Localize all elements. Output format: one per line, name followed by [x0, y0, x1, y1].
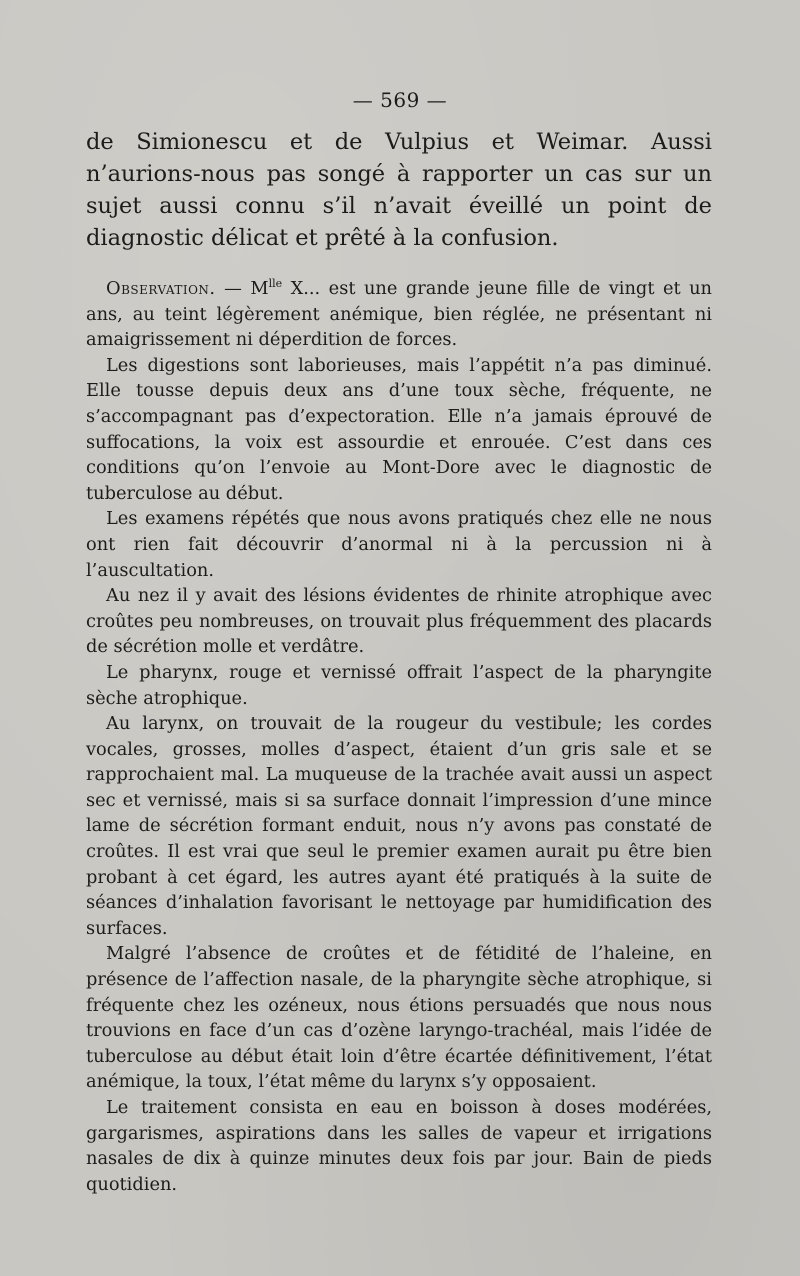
paragraph-nez: Au nez il y avait des lésions évidentes de rhinite atrophique avec croûtes peu nombreuses, on trouvait plus fréquemment des placards de sécrétion molle et verdâtre. [86, 585, 712, 658]
paragraph-pharynx: Le pharynx, rouge et vernissé offrait l’aspect de la pharyngite sèche atrophique. [86, 661, 712, 709]
observation-dash: — [215, 278, 251, 299]
intro-paragraph: de Simionescu et de Vulpius et Weimar. Aussi n’aurions-nous pas songé à rapporter un cas sur un sujet aussi connu s’il n’avait éveillé un point de diagnostic délicat et prêté à la confusion. [86, 129, 712, 251]
paragraph-malgre: Malgré l’absence de croûtes et de fétidité de l’haleine, en présence de l’affection nasale, de la pharyngite sèche atrophique, si fréquente chez les ozéneux, nous étions persuadés que nous nous trouvions en face d’un cas d’ozène laryngo-trachéal, mais l’idée de tuberculose au début était loin d’être écartée définitivement, l’état anémique, la toux, l’état même du larynx s’y opposaient. [86, 943, 712, 1093]
observation-label: Observation. [106, 278, 216, 299]
paragraph-traitement: Le traitement consista en eau en boisson à doses modérées, gargarismes, aspirations dans les salles de vapeur et irrigations nasales de dix à quinze minutes deux fois par jour. Bain de pieds quotidien. [86, 1097, 712, 1195]
observation-paragraph [86, 276, 712, 353]
body-text [86, 276, 712, 1197]
paragraph-larynx: Au larynx, on trouvait de la rougeur du vestibule; les cordes vocales, grosses, molles d’aspect, étaient d’un gris sale et se rapprochaient mal. La muqueuse de la trachée avait aussi un aspect sec et vernissé, mais si sa surface donnait l’impression d’une mince lame de sécrétion formant enduit, nous n’y avons pas constaté de croûtes. Il est vrai que seul le premier examen aurait pu être bien probant à cet égard, les autres ayant été pratiqués à la suite de séances d’inhalation favorisant le nettoyage par humidification des surfaces. [86, 713, 712, 939]
observation-title: M [250, 278, 269, 299]
observation-text: X... est une grande jeune fille de vingt et un ans, au teint légèrement anémique, bien réglée, ne présentant ni amaigrissement ni déperdition de forces. [86, 278, 712, 351]
observation-title-sup: lle [268, 277, 283, 291]
page-number: — 569 — [352, 88, 448, 112]
paragraph-digestions: Les digestions sont laborieuses, mais l’appétit n’a pas diminué. Elle tousse depuis deux ans d’une toux sèche, fréquente, ne s’accompagnant pas d’expectoration. Elle n’a jamais éprouvé de suffocations, la voix est assourdie et enrouée. C’est dans ces conditions qu’on l’envoie au Mont-Dore avec le diagnostic de tuberculose au début. [86, 354, 712, 504]
paragraph-examens: Les examens répétés que nous avons pratiqués chez elle ne nous ont rien fait découvrir d’anormal ni à la percussion ni à l’auscultation. [86, 508, 712, 581]
